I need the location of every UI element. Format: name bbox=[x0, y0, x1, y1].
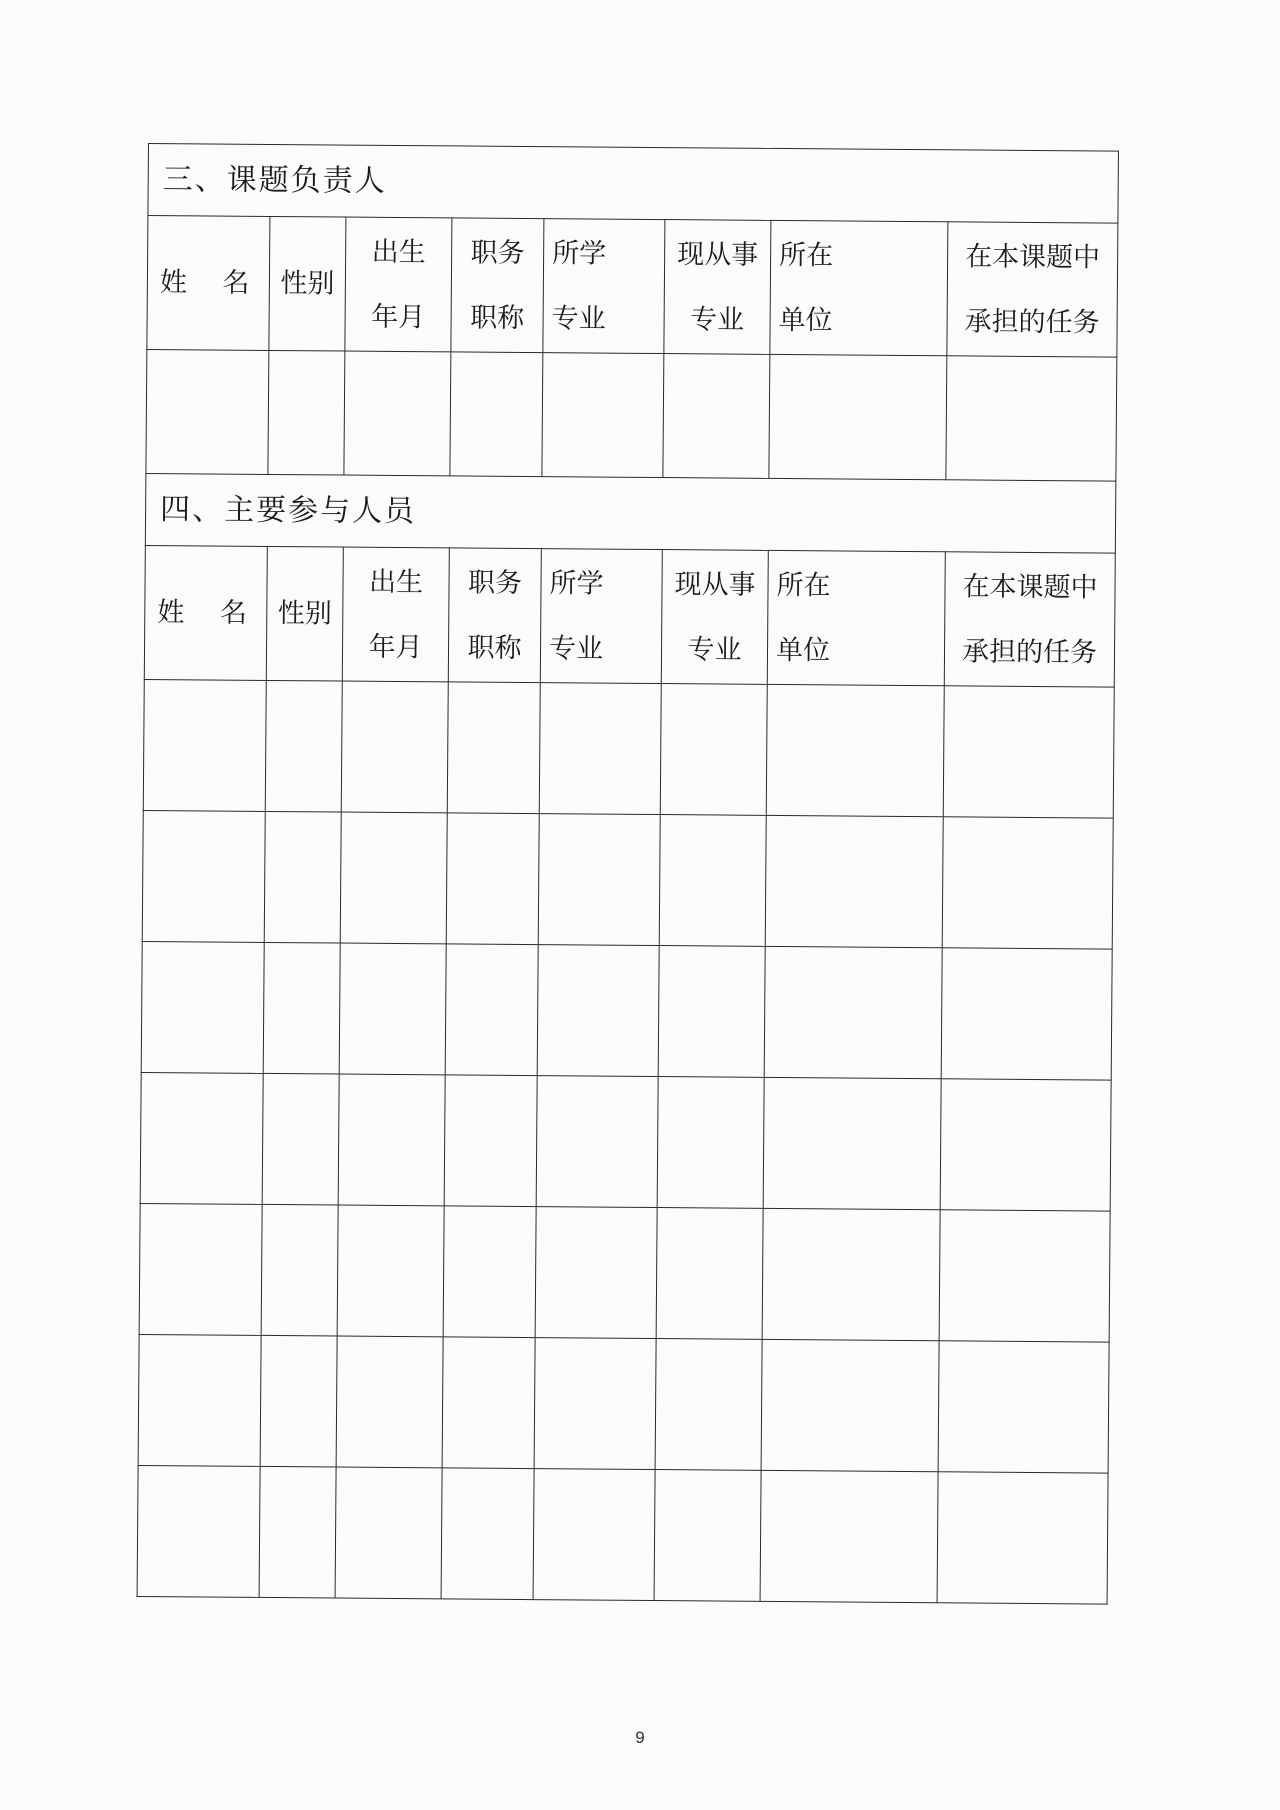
member-unit-cell[interactable] bbox=[766, 684, 944, 816]
task-header: 在本课题中 承担的任务 bbox=[944, 552, 1115, 687]
member-task-cell[interactable] bbox=[941, 948, 1112, 1080]
member-row bbox=[138, 1334, 1109, 1473]
member-current-field-cell[interactable] bbox=[654, 1470, 761, 1602]
member-unit-cell[interactable] bbox=[761, 1339, 939, 1471]
member-unit-cell[interactable] bbox=[762, 1208, 940, 1340]
member-birth-cell[interactable] bbox=[335, 1467, 442, 1599]
current-field-header: 现从事 专业 bbox=[661, 550, 768, 685]
member-gender-cell[interactable] bbox=[261, 1204, 338, 1336]
name-header: 姓 名 bbox=[147, 216, 270, 351]
name-header: 姓 名 bbox=[144, 545, 267, 680]
member-task-cell[interactable] bbox=[938, 1341, 1109, 1473]
member-current-field-cell[interactable] bbox=[658, 946, 765, 1078]
member-task-cell[interactable] bbox=[937, 1472, 1108, 1604]
member-row bbox=[139, 1203, 1110, 1342]
member-task-cell[interactable] bbox=[943, 686, 1114, 818]
member-name-cell[interactable] bbox=[142, 810, 265, 942]
current-field-header: 现从事 专业 bbox=[664, 220, 771, 355]
member-gender-cell[interactable] bbox=[265, 680, 342, 812]
member-gender-cell[interactable] bbox=[263, 942, 340, 1074]
member-name-cell[interactable] bbox=[137, 1465, 260, 1597]
member-position-cell[interactable] bbox=[442, 1337, 535, 1469]
leader-unit-cell[interactable] bbox=[769, 354, 947, 479]
leader-task-cell[interactable] bbox=[946, 356, 1117, 481]
section-4-header-row bbox=[144, 545, 1115, 687]
section-4-title: 四、主要参与人员 bbox=[145, 473, 1116, 553]
task-header: 在本课题中 承担的任务 bbox=[947, 222, 1118, 357]
position-title-header: 职务 职称 bbox=[451, 218, 544, 353]
member-major-cell[interactable] bbox=[535, 1207, 657, 1339]
member-task-cell[interactable] bbox=[942, 817, 1113, 949]
member-row bbox=[142, 810, 1113, 949]
member-current-field-cell[interactable] bbox=[660, 684, 767, 816]
leader-major-cell[interactable] bbox=[542, 353, 664, 478]
member-name-cell[interactable] bbox=[141, 941, 264, 1073]
member-birth-cell[interactable] bbox=[338, 1074, 445, 1206]
gender-header: 性别 bbox=[269, 216, 346, 351]
member-name-cell[interactable] bbox=[140, 1072, 263, 1204]
position-title-header: 职务 职称 bbox=[448, 548, 541, 683]
member-major-cell[interactable] bbox=[538, 814, 660, 946]
member-gender-cell[interactable] bbox=[259, 1466, 336, 1598]
member-task-cell[interactable] bbox=[940, 1079, 1111, 1211]
member-position-cell[interactable] bbox=[441, 1468, 534, 1600]
member-unit-cell[interactable] bbox=[760, 1470, 938, 1602]
page-number: 9 bbox=[635, 1728, 645, 1747]
work-unit-header: 所在 单位 bbox=[770, 220, 948, 355]
leader-gender-cell[interactable] bbox=[268, 350, 345, 475]
member-row bbox=[137, 1465, 1108, 1604]
member-row bbox=[141, 941, 1112, 1080]
member-major-cell[interactable] bbox=[536, 1076, 658, 1208]
leader-row bbox=[146, 349, 1117, 481]
gender-header: 性别 bbox=[266, 546, 343, 681]
member-current-field-cell[interactable] bbox=[656, 1208, 763, 1340]
leader-current-field-cell[interactable] bbox=[663, 354, 770, 479]
member-position-cell[interactable] bbox=[444, 1075, 537, 1207]
member-unit-cell[interactable] bbox=[764, 946, 942, 1078]
member-major-cell[interactable] bbox=[539, 683, 661, 815]
leader-name-cell[interactable] bbox=[146, 349, 269, 474]
member-position-cell[interactable] bbox=[445, 944, 538, 1076]
member-task-cell[interactable] bbox=[939, 1210, 1110, 1342]
member-birth-cell[interactable] bbox=[341, 681, 448, 813]
member-current-field-cell[interactable] bbox=[657, 1077, 764, 1209]
member-gender-cell[interactable] bbox=[264, 811, 341, 943]
project-personnel-form bbox=[137, 143, 1119, 1605]
member-major-cell[interactable] bbox=[534, 1338, 656, 1470]
member-current-field-cell[interactable] bbox=[655, 1339, 762, 1471]
section-3-title: 三、课题负责人 bbox=[148, 144, 1119, 224]
member-birth-cell[interactable] bbox=[339, 943, 446, 1075]
member-major-cell[interactable] bbox=[537, 945, 659, 1077]
studied-major-header: 所学 专业 bbox=[540, 549, 662, 684]
member-unit-cell[interactable] bbox=[763, 1077, 941, 1209]
leader-position-cell[interactable] bbox=[450, 352, 543, 477]
member-row bbox=[140, 1072, 1111, 1211]
member-name-cell[interactable] bbox=[139, 1203, 262, 1335]
member-current-field-cell[interactable] bbox=[659, 815, 766, 947]
member-position-cell[interactable] bbox=[443, 1206, 536, 1338]
studied-major-header: 所学 专业 bbox=[543, 219, 665, 354]
member-birth-cell[interactable] bbox=[340, 812, 447, 944]
member-name-cell[interactable] bbox=[138, 1334, 261, 1466]
section-3-header-row bbox=[147, 216, 1118, 358]
member-gender-cell[interactable] bbox=[262, 1073, 339, 1205]
member-gender-cell[interactable] bbox=[260, 1335, 337, 1467]
member-row bbox=[143, 679, 1114, 818]
member-birth-cell[interactable] bbox=[336, 1336, 443, 1468]
work-unit-header: 所在 单位 bbox=[767, 550, 945, 685]
member-position-cell[interactable] bbox=[446, 813, 539, 945]
member-birth-cell[interactable] bbox=[337, 1205, 444, 1337]
member-major-cell[interactable] bbox=[533, 1469, 655, 1601]
member-unit-cell[interactable] bbox=[765, 815, 943, 947]
member-name-cell[interactable] bbox=[143, 679, 266, 811]
member-position-cell[interactable] bbox=[447, 682, 540, 814]
birth-header: 出生 年月 bbox=[342, 547, 449, 682]
birth-header: 出生 年月 bbox=[345, 217, 452, 352]
leader-birth-cell[interactable] bbox=[344, 351, 451, 476]
